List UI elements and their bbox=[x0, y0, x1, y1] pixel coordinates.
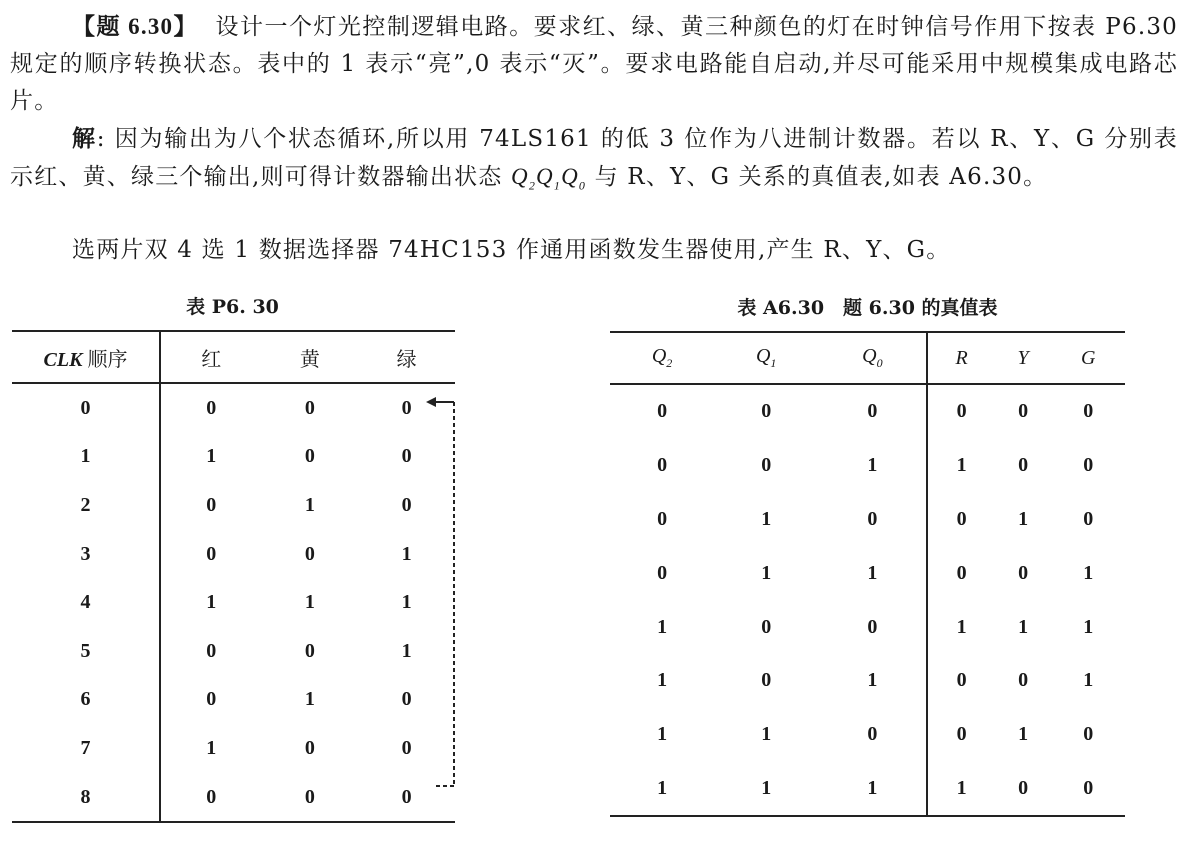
table-cell: 0 bbox=[761, 454, 772, 477]
header-clk: CLK 顺序 bbox=[12, 331, 160, 383]
table-cell: 1 bbox=[206, 445, 217, 468]
table-cell: 0 bbox=[1083, 454, 1094, 477]
table-cell: 0 bbox=[1083, 507, 1094, 530]
table-cell: 1 bbox=[206, 591, 217, 614]
header-g: G bbox=[1080, 346, 1096, 369]
problem-text: 设计一个灯光控制逻辑电路。要求红、绿、黄三种颜色的灯在时钟信号作用下按表 P6.30 规定的顺序转换状态。表中的 1 表示“亮”,0 表示“灭”。要求电路能自启动,并尽可能采用中规模集成电路芯片。 bbox=[10, 14, 1178, 114]
table-cell: 0 bbox=[401, 785, 412, 808]
header-r: R bbox=[955, 346, 968, 369]
table-row bbox=[12, 383, 455, 433]
table-row bbox=[610, 546, 1125, 600]
table-cell: 0 bbox=[304, 445, 315, 468]
table-cell: 0 bbox=[956, 400, 967, 423]
table-cell: 0 bbox=[304, 396, 315, 419]
table-p6-30 bbox=[12, 330, 455, 823]
table-cell: 1 bbox=[657, 669, 668, 692]
table-row bbox=[12, 578, 455, 627]
table-cell: 1 bbox=[818, 762, 927, 817]
solution-text-2: 与 R、Y、G 关系的真值表,如表 A6.30。 bbox=[586, 164, 1048, 190]
header-y: Y bbox=[1017, 346, 1029, 369]
table-row bbox=[610, 384, 1125, 439]
solution-paragraph bbox=[10, 120, 1178, 205]
header-red: 红 bbox=[201, 348, 222, 371]
table-cell: 0 bbox=[206, 688, 217, 711]
table-cell: 3 bbox=[12, 530, 160, 579]
table-cell: 1 bbox=[657, 776, 668, 799]
table-cell: 0 bbox=[818, 708, 927, 762]
table-row bbox=[610, 600, 1125, 654]
problem-label: 【题 6.30】 bbox=[72, 14, 198, 39]
table-cell: 0 bbox=[657, 561, 668, 584]
table-p-caption: 表 P6. 30 bbox=[186, 296, 279, 318]
table-cell: 0 bbox=[401, 736, 412, 759]
header-q1: $Q_1$ bbox=[755, 345, 777, 370]
table-cell: 1 bbox=[761, 561, 772, 584]
table-a6-30-truth-table bbox=[610, 331, 1125, 817]
table-cell: 1 bbox=[1018, 723, 1029, 746]
table-cell: 0 bbox=[956, 669, 967, 692]
table-row bbox=[610, 654, 1125, 708]
table-row bbox=[12, 676, 455, 725]
table-cell: 1 bbox=[304, 591, 315, 614]
table-cell: 0 bbox=[206, 542, 217, 565]
table-cell: 1 bbox=[956, 615, 967, 638]
table-cell: 1 bbox=[818, 439, 927, 493]
table-cell: 0 bbox=[1083, 776, 1094, 799]
table-cell: 1 bbox=[761, 723, 772, 746]
problem-statement bbox=[10, 8, 1178, 120]
table-cell: 0 bbox=[657, 454, 668, 477]
table-cell: 0 bbox=[761, 615, 772, 638]
table-cell: 1 bbox=[304, 688, 315, 711]
table-cell: 1 bbox=[401, 591, 412, 614]
table-cell: 0 bbox=[304, 785, 315, 808]
table-cell: 1 bbox=[657, 723, 668, 746]
header-yellow: 黄 bbox=[299, 348, 320, 371]
solution-label: 解 bbox=[72, 126, 97, 151]
table-header-row bbox=[610, 332, 1125, 384]
table-cell: 0 bbox=[818, 600, 927, 654]
table-cell: 0 bbox=[206, 785, 217, 808]
table-a-caption: 表 A6.30 题 6.30 的真值表 bbox=[737, 297, 998, 319]
table-cell: 0 bbox=[657, 400, 668, 423]
table-cell: 2 bbox=[12, 481, 160, 530]
table-row bbox=[610, 708, 1125, 762]
table-cell: 0 bbox=[1018, 669, 1029, 692]
table-cell: 1 bbox=[956, 776, 967, 799]
table-cell: 1 bbox=[12, 433, 160, 482]
table-cell: 1 bbox=[818, 654, 927, 708]
header-q0: $Q_0$ bbox=[818, 332, 927, 384]
feedback-arrow-icon bbox=[420, 390, 460, 790]
table-cell: 0 bbox=[206, 493, 217, 516]
table-cell: 1 bbox=[1018, 615, 1029, 638]
table-cell: 0 bbox=[12, 383, 160, 433]
table-cell: 0 bbox=[401, 493, 412, 516]
table-cell: 0 bbox=[1083, 723, 1094, 746]
table-cell: 0 bbox=[761, 400, 772, 423]
table-cell: 0 bbox=[1018, 561, 1029, 584]
table-cell: 0 bbox=[1083, 400, 1094, 423]
solution-text-1: : 因为输出为八个状态循环,所以用 74LS161 的低 3 位作为八进制计数器。若以 R、Y、G 分别表示红、黄、绿三个输出,则可得计数器输出状态 bbox=[10, 126, 1179, 190]
table-cell: 1 bbox=[1083, 615, 1094, 638]
table-cell: 0 bbox=[401, 688, 412, 711]
table-cell: 1 bbox=[761, 776, 772, 799]
table-row bbox=[610, 493, 1125, 547]
table-cell: 8 bbox=[12, 773, 160, 823]
table-cell: 0 bbox=[818, 493, 927, 547]
table-cell: 0 bbox=[657, 507, 668, 530]
table-row bbox=[610, 762, 1125, 817]
table-cell: 4 bbox=[12, 578, 160, 627]
q-expression: $Q_2Q_1Q_0$ bbox=[511, 164, 587, 193]
table-row bbox=[12, 530, 455, 579]
table-row bbox=[12, 433, 455, 482]
table-cell: 0 bbox=[956, 507, 967, 530]
table-cell: 1 bbox=[206, 736, 217, 759]
table-cell: 0 bbox=[304, 639, 315, 662]
table-row bbox=[12, 773, 455, 823]
table-cell: 0 bbox=[304, 542, 315, 565]
header-q2: $Q_2$ bbox=[651, 345, 673, 370]
table-cell: 7 bbox=[12, 724, 160, 773]
table-cell: 1 bbox=[1083, 669, 1094, 692]
table-cell: 1 bbox=[761, 507, 772, 530]
selector-paragraph: 选两片双 4 选 1 数据选择器 74HC153 作通用函数发生器使用,产生 R、Y、G。 bbox=[72, 237, 951, 263]
table-cell: 0 bbox=[304, 736, 315, 759]
table-row bbox=[12, 481, 455, 530]
table-cell: 0 bbox=[206, 396, 217, 419]
table-cell: 1 bbox=[401, 639, 412, 662]
table-cell: 0 bbox=[818, 384, 927, 439]
table-cell: 0 bbox=[206, 639, 217, 662]
table-cell: 0 bbox=[761, 669, 772, 692]
table-cell: 0 bbox=[1018, 776, 1029, 799]
table-cell: 1 bbox=[956, 454, 967, 477]
table-cell: 1 bbox=[657, 615, 668, 638]
header-green: 绿 bbox=[396, 348, 417, 371]
table-cell: 0 bbox=[956, 561, 967, 584]
table-cell: 1 bbox=[818, 546, 927, 600]
table-cell: 5 bbox=[12, 627, 160, 676]
table-cell: 1 bbox=[1083, 561, 1094, 584]
table-cell: 1 bbox=[401, 542, 412, 565]
table-header-row bbox=[12, 331, 455, 383]
table-cell: 6 bbox=[12, 676, 160, 725]
table-cell: 0 bbox=[956, 723, 967, 746]
table-cell: 0 bbox=[1018, 454, 1029, 477]
table-row bbox=[12, 627, 455, 676]
table-cell: 0 bbox=[401, 396, 412, 419]
table-cell: 0 bbox=[1018, 400, 1029, 423]
table-row bbox=[610, 439, 1125, 493]
table-cell: 1 bbox=[1018, 507, 1029, 530]
table-cell: 1 bbox=[304, 493, 315, 516]
table-cell: 0 bbox=[401, 445, 412, 468]
table-row bbox=[12, 724, 455, 773]
